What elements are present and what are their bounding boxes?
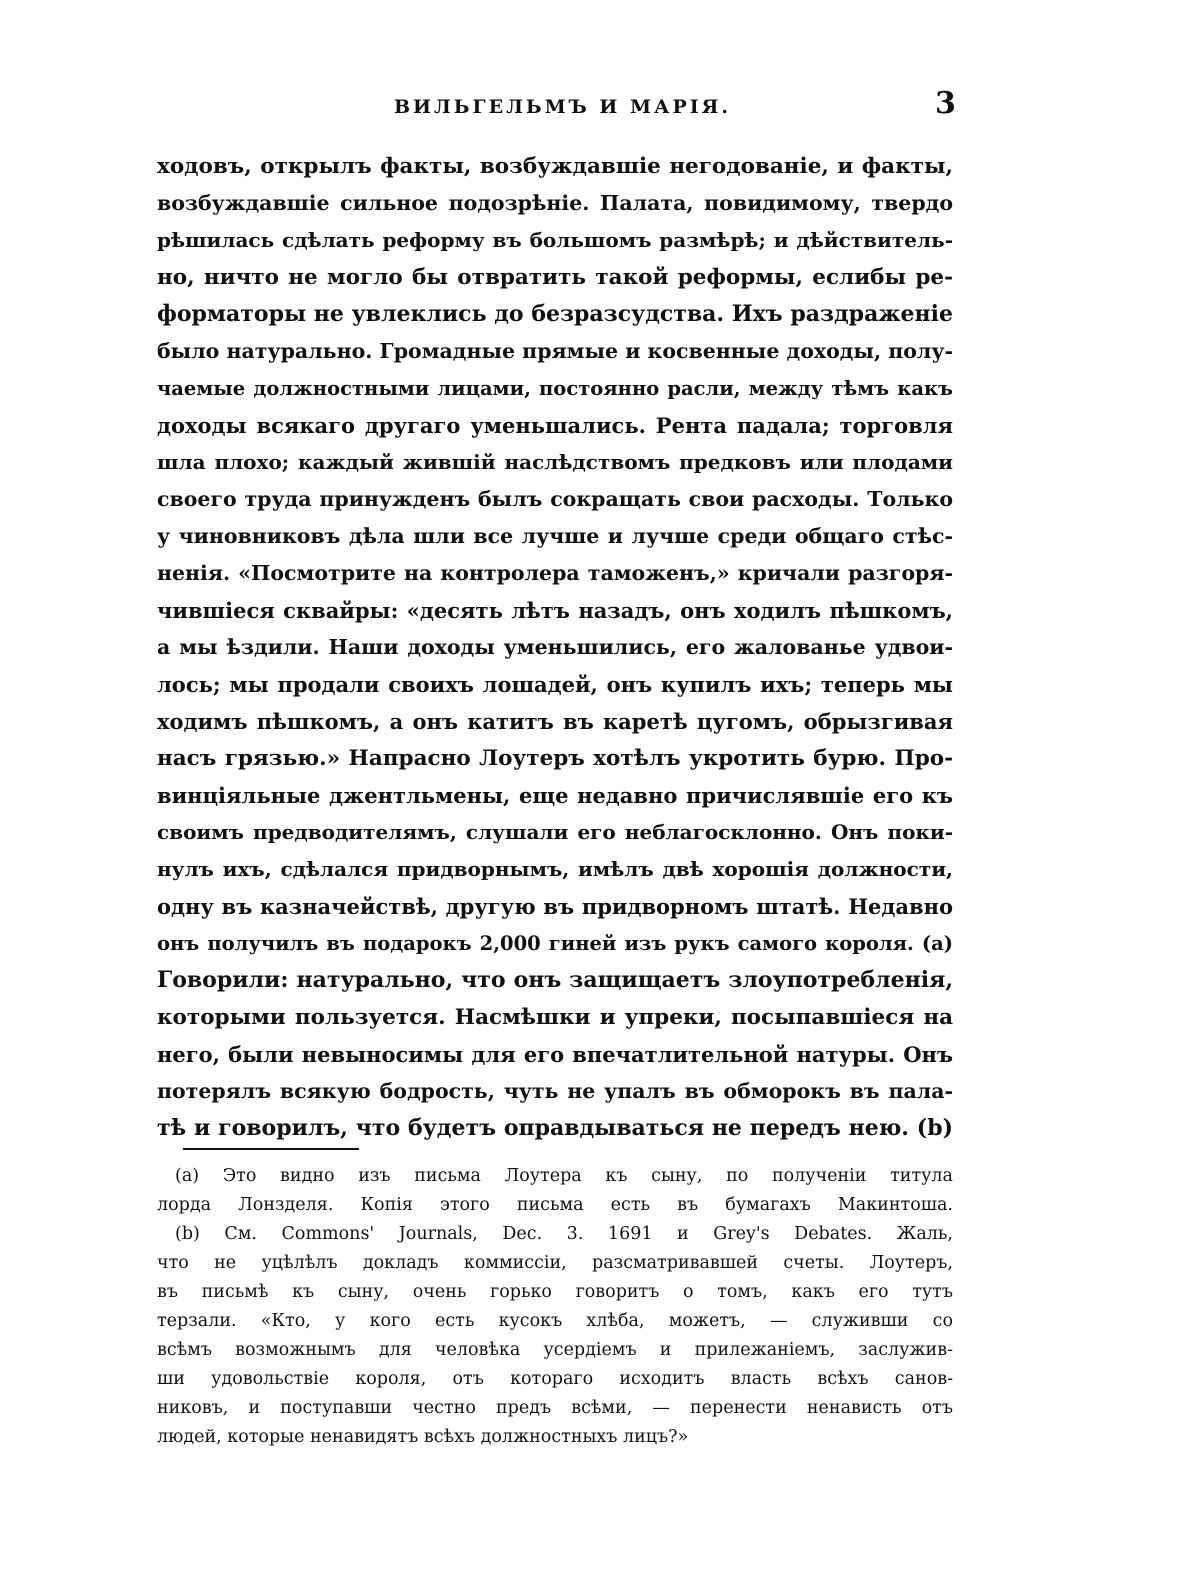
footnote-separator xyxy=(183,1148,359,1150)
text-line: одну въ казначействѣ, другую въ придворномъ штатѣ. Недавно xyxy=(157,894,953,919)
text-line: винціяльные джентльмены, еще недавно причислявшіе его къ xyxy=(157,783,953,808)
text-line: ходовъ, открылъ факты, возбуждавшіе негодованіе, и факты, xyxy=(157,154,953,179)
text-line: потерялъ всякую бодрость, чуть не упалъ въ обморокъ въ пала- xyxy=(157,1079,953,1103)
text-line: но, ничто не могло бы отвратить такой реформы, еслибы ре- xyxy=(157,265,953,290)
text-line: ненія. «Посмотрите на контролера таможенъ,» кричали разгоря- xyxy=(157,561,953,585)
text-line: своимъ предводителямъ, слушали его неблагосклонно. Онъ поки- xyxy=(157,820,953,844)
text-line: онъ получилъ въ подарокъ 2,000 гиней изъ рукъ самого короля. (a) xyxy=(157,932,953,955)
text-line: него, были невыносимы для его впечатлительной натуры. Онъ xyxy=(157,1042,953,1067)
text-line: лось; мы продали своихъ лошадей, онъ купилъ ихъ; теперь мы xyxy=(157,672,953,697)
footnote-line: ши удовольствіе короля, отъ котораго исходитъ власть всѣхъ санов- xyxy=(157,1369,953,1389)
footnotes xyxy=(157,1162,953,1452)
footnote-line: что не уцѣлѣлъ докладъ коммиссіи, разсматривавшей счеты. Лоутеръ, xyxy=(157,1253,953,1273)
footnote-line: всѣмъ возможнымъ для человѣка усердіемъ и прилежаніемъ, заслужив- xyxy=(157,1340,953,1360)
text-line: а мы ѣздили. Наши доходы уменьшились, его жалованье удвои- xyxy=(157,635,953,659)
text-line: ходимъ пѣшкомъ, а онъ катитъ въ каретѣ цугомъ, обрызгивая xyxy=(157,709,953,734)
text-line: насъ грязью.» Напрасно Лоутеръ хотѣлъ укротить бурю. Про- xyxy=(157,746,953,771)
footnote-line: терзали. «Кто, у кого есть кусокъ хлѣба, можетъ, — служивши со xyxy=(157,1311,953,1331)
text-line: своего труда принужденъ былъ сокращать свои расходы. Только xyxy=(157,487,953,511)
body-text xyxy=(157,148,953,1147)
footnote-line: никовъ, и поступавши честно предъ всѣми, — перенести ненависть отъ xyxy=(157,1398,953,1418)
running-title: ВИЛЬГЕЛЬМЪ И МАРІЯ. xyxy=(394,96,732,118)
text-line: шла плохо; каждый жившій наслѣдствомъ предковъ или плодами xyxy=(157,450,953,474)
text-line: которыми пользуется. Насмѣшки и упреки, посыпавшіеся на xyxy=(157,1005,953,1030)
footnote-line: лорда Лонзделя. Копія этого письма есть въ бумагахъ Макинтоша. xyxy=(157,1195,953,1215)
footnote-line: людей, которые ненавидятъ всѣхъ должностныхъ лицъ?» xyxy=(157,1427,689,1447)
text-line: у чиновниковъ дѣла шли все лучше и лучше среди общаго стѣс- xyxy=(157,524,953,548)
text-line: нулъ ихъ, сдѣлался придворнымъ, имѣлъ двѣ хорошія должности, xyxy=(157,857,953,881)
footnote-line: (a) Это видно изъ письма Лоутера къ сыну, по полученіи титула xyxy=(175,1166,953,1186)
text-line: чившіеся сквайры: «десять лѣтъ назадъ, онъ ходилъ пѣшкомъ, xyxy=(157,598,953,623)
text-line: было натурально. Громадные прямые и косвенные доходы, полу- xyxy=(157,339,954,363)
text-line: Говорили: натурально, что онъ защищаетъ злоупотребленія, xyxy=(157,967,953,993)
text-line: возбуждавшіе сильное подозрѣніе. Палата, повидимому, твердо xyxy=(157,191,953,215)
footnote-line: въ письмѣ къ сыну, очень горько говоритъ о томъ, какъ его тутъ xyxy=(157,1282,953,1302)
page-number: 3 xyxy=(935,86,956,121)
text-line: чаемые должностными лицами, постоянно расли, между тѣмъ какъ xyxy=(157,377,953,400)
text-line: тѣ и говорилъ, что будетъ оправдываться не передъ нею. (b) xyxy=(157,1115,953,1141)
text-line: доходы всякаго другаго уменьшались. Рента падала; торговля xyxy=(157,413,953,438)
text-line: форматоры не увлеклись до безразсудства. Ихъ раздраженіе xyxy=(157,301,953,327)
footnote-line: (b) См. Commons' Journals, Dec. 3. 1691 и Grey's Debates. Жаль, xyxy=(175,1224,953,1244)
text-line: рѣшилась сдѣлать реформу въ большомъ размѣрѣ; и дѣйствитель- xyxy=(157,228,953,252)
